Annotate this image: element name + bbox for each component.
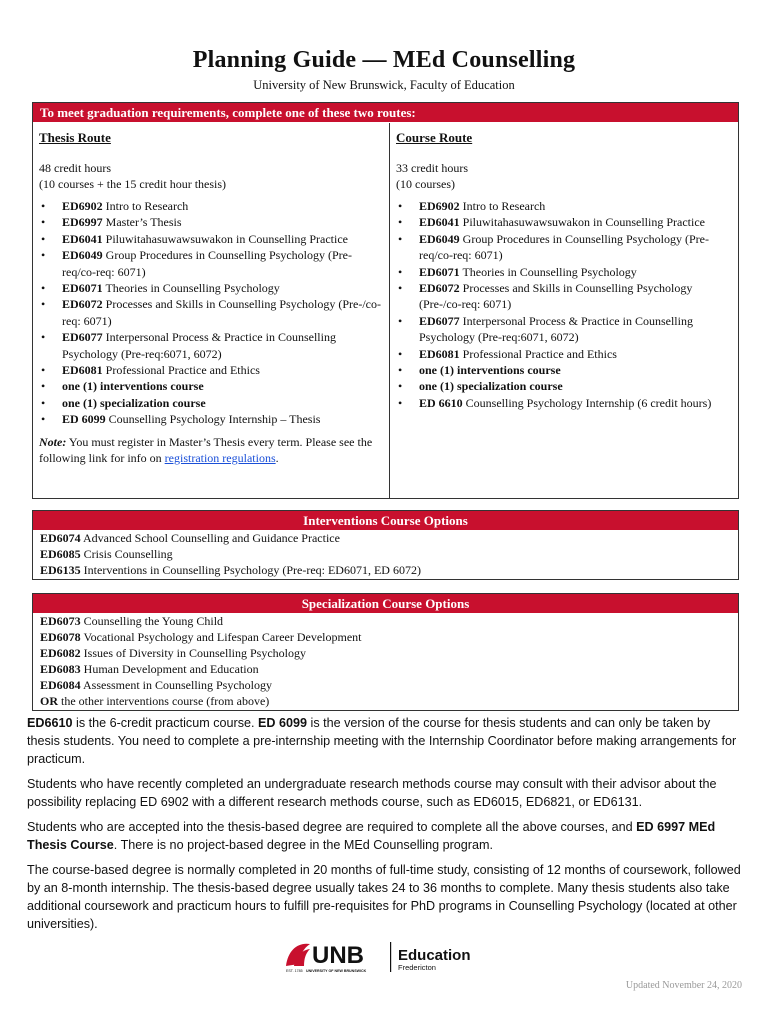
course-code: ED6071 — [419, 264, 460, 279]
course-title: Processes and Skills in Counselling Psychology (Pre-/co-req: 6071) — [62, 297, 381, 328]
practicum-text-2: is the version of the course for thesis students and can only be taken by thesis students. You need to complete a pre-internship meeting with the Internship Coordinator before making arrangements for practicum. — [27, 716, 737, 766]
course-title: Counselling Psychology Internship – Thesis — [105, 412, 321, 427]
course-code: ED6083 — [40, 662, 81, 676]
course-code: ED 6610 — [419, 395, 463, 410]
list-item — [396, 346, 732, 362]
course-title: Interpersonal Process & Practice in Counselling Psychology (Pre-req:6071, 6072) — [62, 330, 336, 361]
interventions-heading: Interventions Course Options — [33, 511, 738, 530]
logo-university: UNIVERSITY OF NEW BRUNSWICK — [306, 969, 367, 973]
logo-campus: Fredericton — [398, 963, 436, 972]
thesis-degree-text-1: Students who are accepted into the thesis-based degree are required to complete all the above courses, and — [27, 820, 637, 834]
course-title: Advanced School Counselling and Guidance Practice — [80, 531, 340, 545]
thesis-degree-text-2: . There is no project-based degree in the MEd Counselling program. — [113, 838, 493, 852]
course-route-list — [396, 198, 732, 411]
course-code: ED6085 — [40, 547, 81, 561]
note-label: Note: — [39, 434, 67, 449]
course-code: ED6135 — [40, 563, 81, 577]
list-item — [396, 362, 732, 378]
logo-est: EST. 1785 — [286, 969, 303, 973]
logo-faculty: Education — [398, 947, 471, 964]
duration-paragraph: The course-based degree is normally completed in 20 months of full-time study, consisting of 12 months of coursework, followed by an 8-month internship. The thesis-based degree usually takes 24 to 36 months to complete. Many thesis students also take additional coursework and practicum hours to fulfill pre-requisites for PhD programs in Counselling Psychology (located at other universities). — [27, 863, 741, 931]
list-item — [396, 313, 732, 346]
course-code: one (1) specialization course — [62, 395, 206, 410]
unb-crest-icon — [282, 936, 490, 976]
course-course-count: (10 courses) — [396, 177, 455, 191]
list-item — [39, 329, 383, 362]
list-item — [39, 214, 383, 230]
specialization-options-table — [32, 593, 739, 711]
list-item — [396, 280, 732, 313]
course-code: ED6078 — [40, 630, 81, 644]
list-item — [40, 661, 731, 677]
list-item — [396, 198, 732, 214]
course-title: Group Procedures in Counselling Psychology (Pre-req/co-req: 6071) — [62, 248, 352, 279]
list-item — [40, 693, 731, 709]
course-code: ED6071 — [62, 281, 103, 296]
course-title: Crisis Counselling — [80, 547, 173, 561]
course-title: Theories in Counselling Psychology — [459, 264, 637, 279]
registration-regulations-link[interactable]: registration regulations — [164, 450, 276, 465]
course-code: ED6041 — [62, 231, 103, 246]
list-item — [39, 378, 383, 394]
course-code: ED6902 — [62, 199, 103, 213]
course-code: ED6084 — [40, 678, 81, 692]
research-methods-paragraph: Students who have recently completed an undergraduate research methods course may consult with their advisor about the possibility replacing ED 6902 with a different research methods course, such as ED6015, ED6821, or ED6131. — [27, 777, 717, 809]
list-item — [396, 214, 732, 230]
course-title: Assessment in Counselling Psychology — [80, 678, 273, 692]
list-item — [40, 613, 731, 629]
course-title: Theories in Counselling Psychology — [102, 281, 280, 296]
practicum-paragraph — [27, 714, 743, 768]
course-code: one (1) interventions course — [419, 363, 561, 378]
course-code: OR — [40, 694, 58, 708]
note-end: . — [275, 450, 279, 465]
course-route-column — [390, 123, 738, 498]
course-code: ED6077 — [62, 330, 103, 345]
course-code: ED6074 — [40, 531, 81, 545]
list-item — [39, 362, 383, 378]
course-title: Counselling the Young Child — [80, 614, 224, 628]
list-item — [396, 378, 732, 394]
list-item — [39, 280, 383, 296]
practicum-text-1: is the 6-credit practicum course. — [72, 716, 258, 730]
list-item — [39, 247, 383, 280]
list-item — [40, 645, 731, 661]
course-code: ED6077 — [419, 313, 460, 328]
thesis-credit-hours: 48 credit hours — [39, 161, 111, 175]
routes-table — [32, 102, 739, 499]
course-code: ED6072 — [62, 297, 103, 312]
list-item — [39, 395, 383, 411]
course-title: Piluwitahasuwawsuwakon in Counselling Practice — [459, 215, 705, 230]
course-title: Interpersonal Process & Practice in Counselling Psychology (Pre-req:6071, 6072) — [419, 313, 693, 345]
unb-wordmark: UNB — [312, 942, 364, 969]
list-item — [40, 546, 731, 562]
course-route-title: Course Route — [396, 130, 473, 145]
course-code: ED6072 — [419, 281, 460, 296]
course-title: Intro to Research — [102, 199, 189, 213]
thesis-note — [39, 434, 383, 466]
course-code: ED6049 — [419, 231, 460, 246]
course-code: ED6081 — [62, 363, 103, 378]
list-item — [40, 629, 731, 645]
list-item — [396, 395, 732, 411]
course-code: ED6997 — [62, 215, 103, 230]
course-title: Intro to Research — [459, 199, 546, 213]
list-item — [40, 677, 731, 693]
list-item — [39, 198, 383, 214]
course-code: ED6902 — [419, 199, 460, 213]
course-title: Master’s Thesis — [102, 215, 182, 230]
course-credit-hours: 33 credit hours — [396, 161, 468, 175]
course-code: one (1) specialization course — [419, 379, 563, 394]
practicum-code: ED6610 — [27, 716, 73, 730]
course-title: Professional Practice and Ethics — [459, 346, 617, 361]
list-item — [396, 264, 732, 280]
specialization-heading: Specialization Course Options — [33, 594, 738, 613]
list-item — [396, 231, 732, 264]
thesis-degree-paragraph — [27, 818, 743, 854]
thesis-course-list — [39, 198, 383, 428]
note-text: You must register in Master’s Thesis every term. Please see the following link for info on — [39, 434, 373, 465]
course-title: Group Procedures in Counselling Psychology (Pre-req/co-req: 6071) — [419, 231, 709, 263]
logo-divider — [390, 942, 391, 972]
course-code: ED6082 — [40, 646, 81, 660]
thesis-route-title: Thesis Route — [39, 130, 111, 145]
list-item — [39, 296, 383, 329]
course-title: Processes and Skills in Counselling Psychology (Pre-/co-req: 6071) — [419, 281, 693, 312]
course-code: ED6081 — [419, 346, 460, 361]
course-code: one (1) interventions course — [62, 379, 204, 394]
course-title: Professional Practice and Ethics — [102, 363, 260, 378]
updated-date: Updated November 24, 2020 — [625, 980, 742, 991]
list-item — [40, 562, 731, 578]
page-subtitle: University of New Brunswick, Faculty of Education — [253, 78, 515, 92]
course-code: ED6041 — [419, 215, 460, 230]
course-credits — [396, 160, 732, 192]
thesis-course-count: (10 courses + the 15 credit hour thesis) — [39, 177, 227, 191]
course-code: ED6073 — [40, 614, 81, 628]
list-item — [39, 231, 383, 247]
course-title: the other interventions course (from above) — [58, 694, 270, 708]
unb-education-logo — [282, 936, 490, 976]
thesis-route-column — [33, 123, 390, 498]
interventions-options-table — [32, 510, 739, 580]
page-title: Planning Guide — MEd Counselling — [192, 47, 576, 73]
interventions-list — [33, 530, 738, 579]
course-title: Interventions in Counselling Psychology (Pre-req: ED6071, ED 6072) — [80, 563, 421, 577]
course-title: Vocational Psychology and Lifespan Career Development — [80, 630, 362, 644]
thesis-course-name: ED 6997 MEd Thesis Course — [27, 820, 716, 852]
course-code: ED6049 — [62, 248, 103, 263]
routes-banner: To meet graduation requirements, complete one of these two routes: — [33, 103, 738, 122]
course-title: Counselling Psychology Internship (6 credit hours) — [462, 395, 712, 410]
course-title: Human Development and Education — [80, 662, 259, 676]
course-title: Piluwitahasuwawsuwakon in Counselling Practice — [102, 231, 348, 246]
list-item — [39, 411, 383, 427]
course-code: ED 6099 — [62, 412, 106, 427]
thesis-credits — [39, 160, 383, 192]
thesis-internship-code: ED 6099 — [258, 716, 308, 730]
specialization-list — [33, 613, 738, 710]
course-title: Issues of Diversity in Counselling Psychology — [80, 646, 306, 660]
list-item — [40, 530, 731, 546]
